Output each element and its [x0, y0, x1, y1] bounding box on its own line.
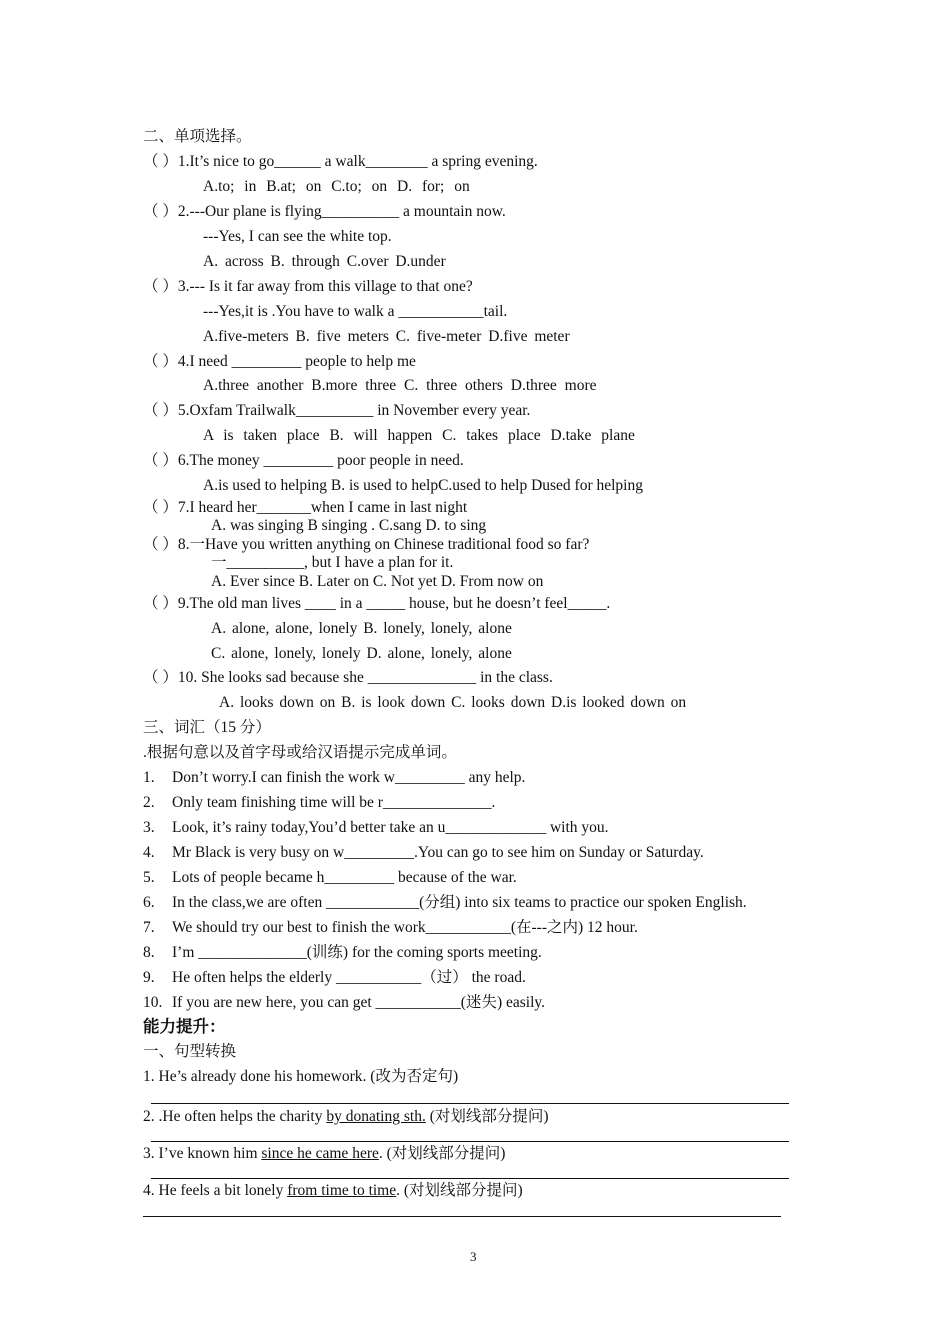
vocab-item-text: If you are new here, you can get ___________(迷失) easily.	[172, 994, 546, 1011]
answer-line	[151, 1103, 789, 1104]
question-8-stem: （ ）8.一Have you written anything on Chinese traditional food so far?	[143, 536, 590, 553]
vocab-item-text: He often helps the elderly ___________（过） the road.	[172, 969, 526, 986]
answer-line	[151, 1141, 789, 1142]
vocab-item-text: Look, it’s rainy today,You’d better take an u_____________ with you.	[172, 819, 609, 836]
vocab-item-number: 9.	[143, 969, 155, 986]
transform-sentence-1: 1. He’s already done his homework. (改为否定句)	[143, 1068, 459, 1085]
question-1-options: A.to; in B.at; on C.to; on D. for; on	[203, 178, 470, 195]
vocab-item-number: 2.	[143, 794, 155, 811]
vocab-item-text: In the class,we are often ____________(分组) into six teams to practice our spoken English.	[172, 894, 747, 911]
instruction-text: (对划线部分提问)	[425, 1108, 549, 1125]
vocab-item-text: Lots of people became h_________ because of the war.	[172, 869, 517, 886]
question-9-options-ab: A. alone, alone, lonely B. lonely, lonely, alone	[211, 620, 512, 637]
sentence-text: 4. He feels a bit lonely	[143, 1182, 288, 1199]
vocab-item-number: 1.	[143, 769, 155, 786]
instruction-text: . (对划线部分提问)	[378, 1145, 506, 1162]
vocab-item-number: 5.	[143, 869, 155, 886]
question-3-line2: ---Yes,it is .You have to walk a ___________tail.	[203, 303, 508, 320]
section-title-multiple-choice: 二、单项选择。	[143, 128, 252, 145]
transform-sentence-4	[143, 1183, 523, 1199]
question-10-stem: （ ）10. She looks sad because she ______________ in the class.	[143, 669, 553, 686]
question-9-options-cd: C. alone, lonely, lonely D. alone, lonely, alone	[211, 645, 512, 662]
question-7-options: A. was singing B singing . C.sang D. to sing	[211, 517, 487, 534]
vocab-item-number: 4.	[143, 844, 155, 861]
page-number: 3	[470, 1249, 477, 1264]
vocabulary-instruction: .根据句意以及首字母或给汉语提示完成单词。	[143, 744, 457, 761]
question-3-options: A.five-meters B. five meters C. five-meter D.five meter	[203, 328, 570, 345]
vocab-item-text: Mr Black is very busy on w_________.You can go to see him on Sunday or Saturday.	[172, 844, 704, 861]
question-4-stem: （ ）4.I need _________ people to help me	[143, 353, 416, 370]
question-4-options: A.three another B.more three C. three others D.three more	[203, 377, 597, 394]
question-5-options: A is taken place B. will happen C. takes place D.take plane	[203, 427, 635, 444]
sentence-text: 3. I’ve known him	[143, 1145, 262, 1162]
vocab-item-text: We should try our best to finish the work___________(在---之内) 12 hour.	[172, 919, 638, 936]
sentence-transform-title: 一、句型转换	[143, 1043, 237, 1060]
underlined-part: by donating sth.	[326, 1108, 426, 1125]
question-8-line2: 一__________, but I have a plan for it.	[211, 554, 454, 571]
ability-section-title: 能力提升：	[143, 1017, 226, 1036]
vocab-item-number: 10.	[143, 994, 163, 1011]
transform-sentence-3	[143, 1146, 505, 1162]
sentence-text: 2. .He often helps the charity	[143, 1108, 327, 1125]
vocab-item-number: 7.	[143, 919, 155, 936]
question-10-options: A. looks down on B. is look down C. looks down D.is looked down on	[219, 694, 687, 711]
underlined-part: from time to time	[287, 1182, 397, 1199]
question-2-stem: （ ）2.---Our plane is flying__________ a mountain now.	[143, 203, 506, 220]
question-6-options: A.is used to helping B. is used to helpC.used to help Dused for helping	[203, 477, 643, 494]
vocab-item-text: Don’t worry.I can finish the work w_________ any help.	[172, 769, 526, 786]
question-7-stem: （ ）7.I heard her_______when I came in last night	[143, 499, 468, 516]
question-8-options: A. Ever since B. Later on C. Not yet D. From now on	[211, 573, 544, 590]
underlined-part: since he came here	[261, 1145, 379, 1162]
answer-line	[143, 1216, 781, 1217]
question-1-stem: （ ）1.It’s nice to go______ a walk________ a spring evening.	[143, 153, 538, 170]
instruction-text: . (对划线部分提问)	[396, 1182, 523, 1199]
transform-sentence-2	[143, 1109, 549, 1125]
vocab-item-text: I’m ______________(训练) for the coming sports meeting.	[172, 944, 542, 961]
vocab-item-number: 6.	[143, 894, 155, 911]
question-3-stem: （ ）3.--- Is it far away from this village to that one?	[143, 278, 473, 295]
question-2-line2: ---Yes, I can see the white top.	[203, 228, 392, 245]
question-6-stem: （ ）6.The money _________ poor people in need.	[143, 452, 464, 469]
vocab-item-text: Only team finishing time will be r______________.	[172, 794, 496, 811]
question-2-options: A. across B. through C.over D.under	[203, 253, 446, 270]
vocab-item-number: 8.	[143, 944, 155, 961]
answer-line	[151, 1178, 789, 1179]
question-5-stem: （ ）5.Oxfam Trailwalk__________ in November every year.	[143, 402, 531, 419]
question-9-stem: （ ）9.The old man lives ____ in a _____ house, but he doesn’t feel_____.	[143, 595, 611, 612]
section-title-vocabulary: 三、词汇（15 分）	[143, 719, 271, 736]
vocab-item-number: 3.	[143, 819, 155, 836]
